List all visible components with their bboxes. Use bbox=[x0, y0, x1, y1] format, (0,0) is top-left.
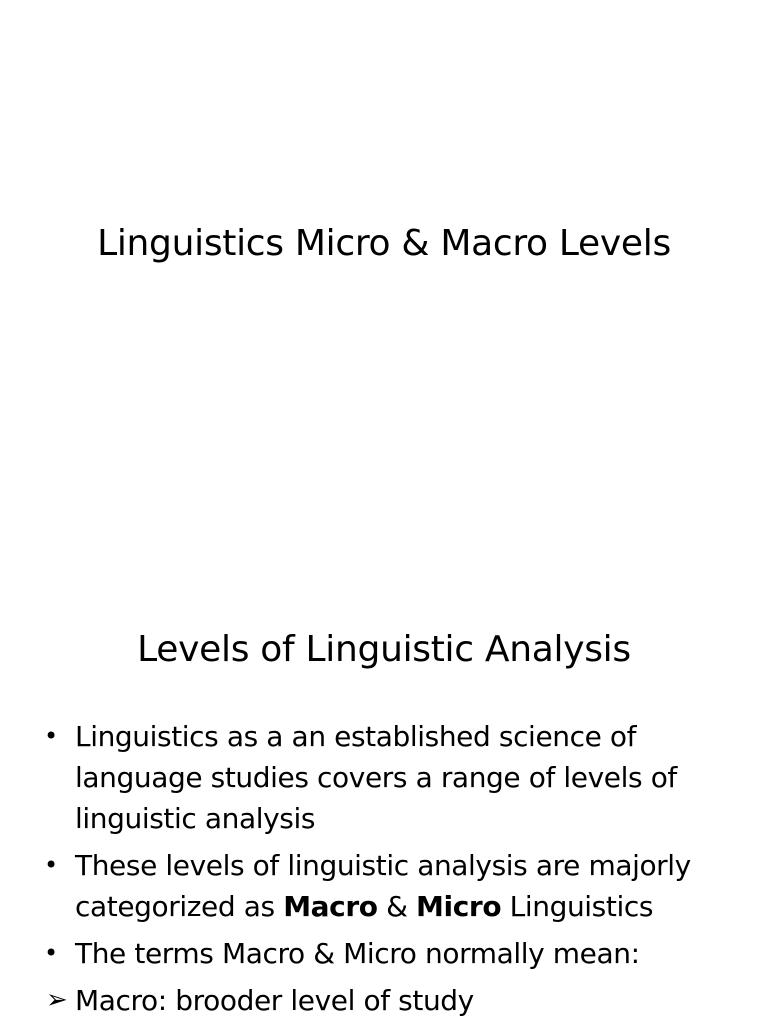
slide-title: Linguistics Micro & Macro Levels bbox=[97, 223, 671, 264]
bullet-item bbox=[0, 845, 768, 927]
slide-2 bbox=[0, 576, 768, 1024]
bullet-text: Macro: brooder level of study bbox=[75, 984, 474, 1017]
bold-term-macro: Macro bbox=[283, 890, 378, 923]
bullet-item bbox=[0, 933, 768, 974]
bullet-list bbox=[0, 716, 768, 1027]
arrow-bullet-icon: ➢ bbox=[46, 985, 68, 1015]
arrow-item bbox=[0, 980, 768, 1021]
bullet-dot-icon: • bbox=[44, 851, 58, 879]
slide-title: Levels of Linguistic Analysis bbox=[137, 629, 631, 670]
bullet-text: These levels of linguistic analysis are majorly categorized as bbox=[75, 849, 691, 923]
bullet-text: The terms Macro & Micro normally mean: bbox=[75, 937, 640, 970]
bullet-dot-icon: • bbox=[44, 939, 58, 967]
bullet-item bbox=[0, 716, 768, 839]
bold-term-micro: Micro bbox=[416, 890, 502, 923]
bullet-text: Linguistics bbox=[501, 890, 654, 923]
bullet-dot-icon: • bbox=[44, 722, 58, 750]
bullet-text: & bbox=[377, 890, 417, 923]
bullet-text: Linguistics as a an established science of language studies covers a range of levels of linguistic analysis bbox=[75, 720, 677, 835]
